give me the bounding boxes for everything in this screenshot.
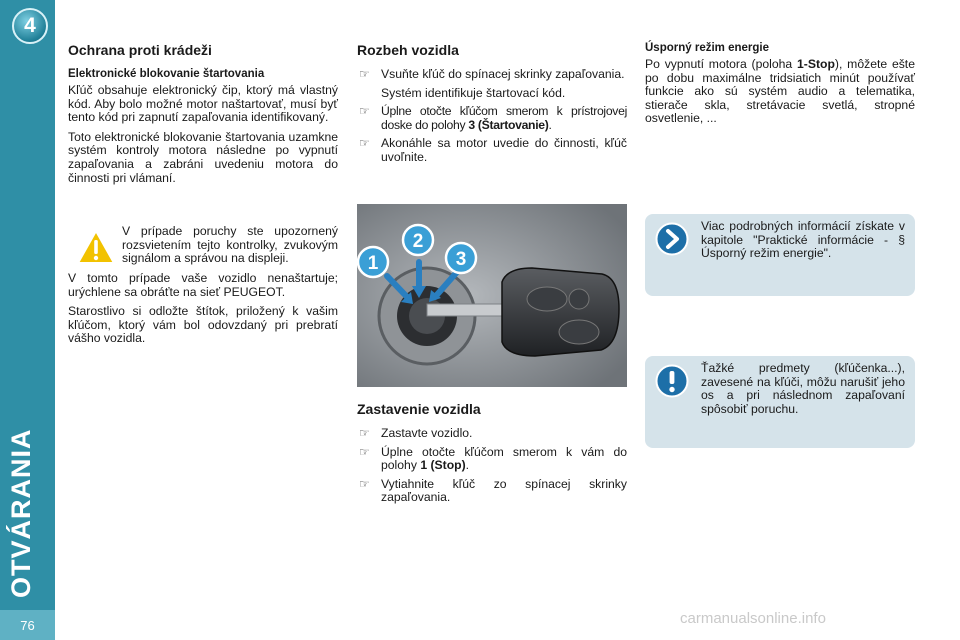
starting-step-3: ☞ Akonáhle sa motor uvedie do činnosti, kľúč uvoľnite. [359,136,627,164]
position-label-1 [358,247,388,277]
pointing-hand-icon: ☞ [359,104,370,119]
position-label-3 [446,243,476,273]
immobiliser-para-1: Kľúč obsahuje elektronický čip, ktorý má vlastný kód. Aby bolo možné motor naštartovať, musí byť tento kód pri zapnutí zapaľovania identifikovaný. [68,83,338,125]
pointing-hand-icon: ☞ [359,444,370,459]
stopping-section [357,401,627,510]
watermark: carmanualsonline.info [680,610,826,627]
starting-section [357,42,627,170]
chevron-right-icon [655,222,689,256]
pointing-hand-icon: ☞ [359,426,370,440]
pointing-hand-icon: ☞ [359,136,370,151]
starting-steps [357,68,627,82]
immobiliser-subtitle: Elektronické blokovanie štartovania [68,68,265,80]
immobiliser-para-3: V tomto prípade vaše vozidlo nenaštartuje; urýchlene sa obráťte na sieť PEUGEOT. [68,270,338,299]
svg-text:2: 2 [412,231,424,252]
energy-economy-section [645,42,915,132]
ignition-key-photo [357,204,627,387]
stopping-title: Zastavenie vozidla [357,401,481,417]
section-title-vertical: OTVÁRANIA [6,428,36,598]
info-box [645,214,915,296]
anti-theft-section [68,42,338,352]
stopping-step-1: ☞ Zastavte vozidlo. [359,426,473,440]
starting-step-1: ☞ Vsuňte kľúč do spínacej skrinky zapaľovania. [359,67,625,81]
position-label-2 [403,225,433,255]
anti-theft-title: Ochrana proti krádeži [68,42,212,58]
svg-text:1: 1 [367,253,379,274]
immobiliser-para-4: Starostlivo si odložte štítok, priložený k vašim kľúčom, ktorý vám bol odovzdaný pri prebratí vášho vozidla. [68,304,338,346]
stopping-step-2: ☞ Úplne otočte kľúčom smerom k vám do polohy 1 (Stop). [359,444,627,473]
energy-economy-title: Úsporný režim energie [645,42,769,54]
stopping-step-3: ☞ Vytiahnite kľúč zo spínacej skrinky zapaľovania. [359,476,627,505]
warning-block [68,225,338,266]
energy-economy-para: Po vypnutí motora (poloha 1-Stop), môžete ešte po dobu maximálne tridsiatich minút používať funkcie ako sú systém audio a telematika, stierače skla, stretávacie svetlá, stropné osvetlenie, ... [645,57,915,126]
exclamation-icon [655,364,689,398]
starting-step-2: ☞ Úplne otočte kľúčom smerom k prístrojovej doske do polohy 3 (Štartovanie). [359,104,627,132]
warning-triangle-icon [76,229,116,265]
pointing-hand-icon: ☞ [359,476,370,491]
warning-text: V prípade poruchy ste upozornený rozsvietením tejto kontrolky, zvukovým signálom a správou na displeji. [122,224,338,266]
starting-steps-cont [357,105,627,164]
chapter-sidebar [0,0,55,640]
stopping-steps [357,427,627,505]
caution-box [645,356,915,448]
pointing-hand-icon: ☞ [359,67,370,81]
page-number: 76 [0,610,55,640]
starting-title: Rozbeh vozidla [357,42,459,58]
caution-text: Ťažké predmety (kľúčenka...), zavesené na kľúči, môžu narušiť jeho os a pri následnom zapaľovaní spôsobiť poruchu. [701,361,905,416]
immobiliser-para-2: Toto elektronické blokovanie štartovania uzamkne systém kontroly motora následne po vypnutí zapaľovania a zabráni uvedeniu motora do činnosti pri vlámaní. [68,129,338,185]
chapter-number-badge: 4 [12,8,48,44]
starting-step-1-note: Systém identifikuje štartovací kód. [381,85,566,100]
svg-text:3: 3 [455,249,467,270]
info-text: Viac podrobných informácií získate v kapitole "Praktické informácie - § Úsporný režim energie". [701,219,905,261]
